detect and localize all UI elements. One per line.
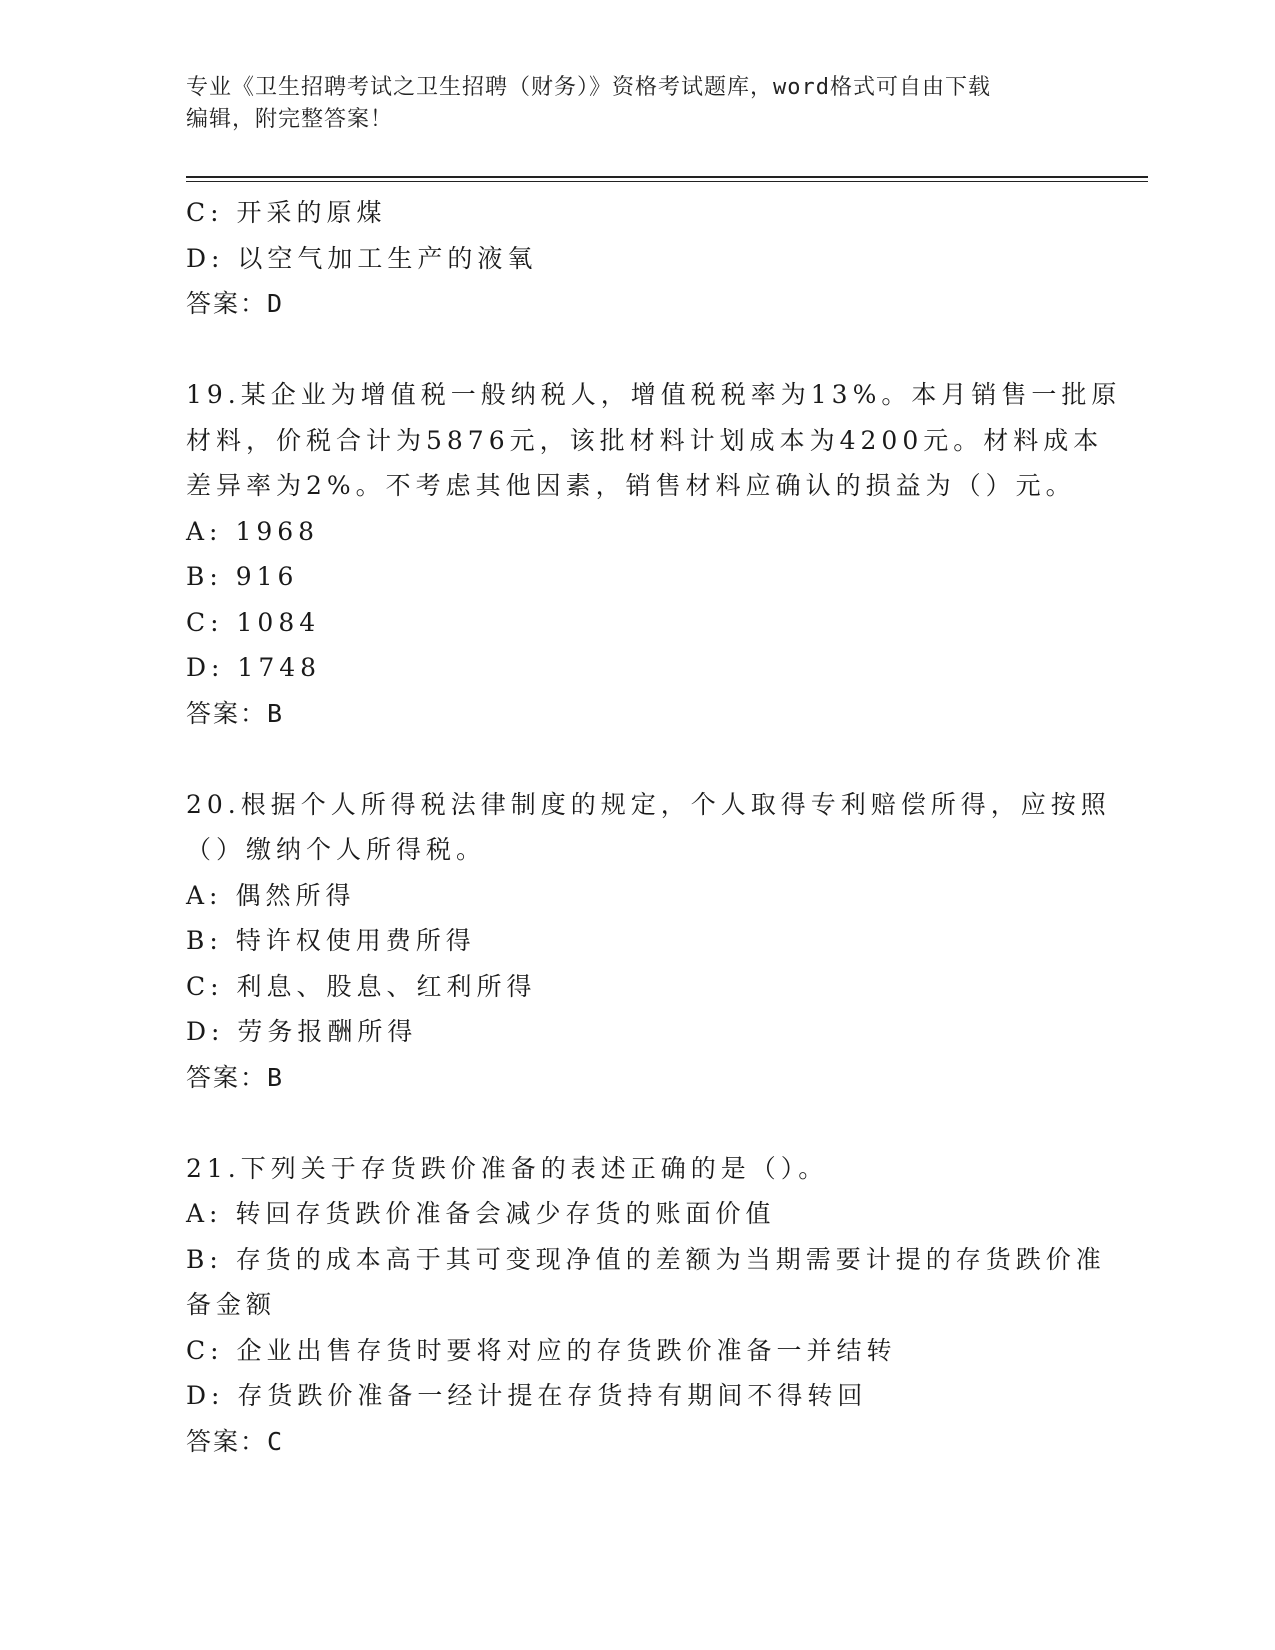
answer-line xyxy=(186,691,1076,737)
option-text: 以空气加工生产的液氧 xyxy=(237,243,538,273)
answer-label: 答案： xyxy=(186,698,268,728)
option-label: C: xyxy=(186,1335,224,1365)
option-label: B: xyxy=(186,562,223,591)
document-header xyxy=(186,72,1076,136)
option-b-continued: 备金额 xyxy=(186,1290,277,1319)
answer-label: 答案： xyxy=(186,289,268,318)
option-label: D: xyxy=(186,1017,225,1046)
option-d xyxy=(186,1373,1076,1419)
answer-value: B xyxy=(267,1062,285,1092)
header-line-2: 编辑，附完整答案！ xyxy=(186,107,394,132)
question-text-line: 21.下列关于存货跌价准备的表述正确的是（）。 xyxy=(186,1153,829,1183)
option-label: D: xyxy=(186,653,225,682)
option-text: 1084 xyxy=(236,607,321,637)
option-text: 企业出售存货时要将对应的存货跌价准备一并结转 xyxy=(236,1335,897,1365)
option-a xyxy=(186,1191,1076,1237)
header-rule-thick xyxy=(186,176,1148,178)
question-text-line: 材料，价税合计为5876元，该批材料计划成本为4200元。材料成本 xyxy=(186,425,1104,455)
option-text: 劳务报酬所得 xyxy=(237,1017,418,1046)
option-label: C: xyxy=(186,607,224,637)
option-text: 偶然所得 xyxy=(235,880,356,910)
question-list xyxy=(186,190,1122,1464)
answer-label: 答案： xyxy=(186,1426,268,1456)
option-label: C: xyxy=(186,971,224,1001)
option-text: 转回存货跌价准备会减少存货的账面价值 xyxy=(235,1199,776,1228)
header-line-1: 专业《卫生招聘考试之卫生招聘（财务）》资格考试题库，word格式可自由下载 xyxy=(186,75,991,100)
option-c xyxy=(186,1328,1076,1374)
option-d xyxy=(186,1009,1076,1055)
option-label: B: xyxy=(186,1244,223,1274)
option-label: D: xyxy=(186,1381,225,1410)
option-c xyxy=(186,600,1076,646)
question-text-line: 19.某企业为增值税一般纳税人，增值税税率为13%。本月销售一批原 xyxy=(186,380,1122,409)
prev-question xyxy=(186,190,1076,327)
option-d xyxy=(186,645,1076,691)
option-b xyxy=(186,554,1076,600)
option-d xyxy=(186,236,1076,282)
header-rule-thin xyxy=(186,181,1148,182)
option-label: A: xyxy=(186,880,223,910)
answer-value: C xyxy=(267,1426,285,1456)
question-text-line: 差异率为2%。不考虑其他因素，销售材料应确认的损益为（）元。 xyxy=(186,471,1076,500)
option-label: A: xyxy=(186,516,223,546)
answer-line xyxy=(186,1055,1076,1101)
option-c xyxy=(186,964,1076,1010)
option-text: 存货跌价准备一经计提在存货持有期间不得转回 xyxy=(237,1381,868,1410)
question-19 xyxy=(186,372,1122,736)
answer-line xyxy=(186,281,1076,327)
option-text: 1748 xyxy=(237,653,322,682)
answer-value: B xyxy=(267,698,285,728)
option-text: 利息、股息、红利所得 xyxy=(236,971,537,1001)
answer-label: 答案： xyxy=(186,1062,268,1092)
option-text: 开采的原煤 xyxy=(236,198,387,227)
option-a xyxy=(186,509,1076,555)
option-c xyxy=(186,190,1076,236)
answer-value: D xyxy=(267,289,285,318)
question-text-line: （）缴纳个人所得税。 xyxy=(186,835,487,864)
option-label: A: xyxy=(186,1199,223,1228)
option-a xyxy=(186,873,1076,919)
option-label: D: xyxy=(186,243,225,273)
option-text: 特许权使用费所得 xyxy=(235,926,476,955)
option-label: C: xyxy=(186,198,224,227)
question-text-line: 20.根据个人所得税法律制度的规定，个人取得专利赔偿所得，应按照 xyxy=(186,789,1111,819)
option-b xyxy=(186,1237,1106,1283)
option-label: B: xyxy=(186,926,223,955)
option-text: 存货的成本高于其可变现净值的差额为当期需要计提的存货跌价准 xyxy=(235,1244,1106,1274)
question-20 xyxy=(186,782,1111,1101)
option-b xyxy=(186,918,1076,964)
option-text: 1968 xyxy=(235,516,320,546)
option-text: 916 xyxy=(235,562,299,591)
answer-line xyxy=(186,1419,1076,1465)
question-21 xyxy=(186,1146,1106,1465)
